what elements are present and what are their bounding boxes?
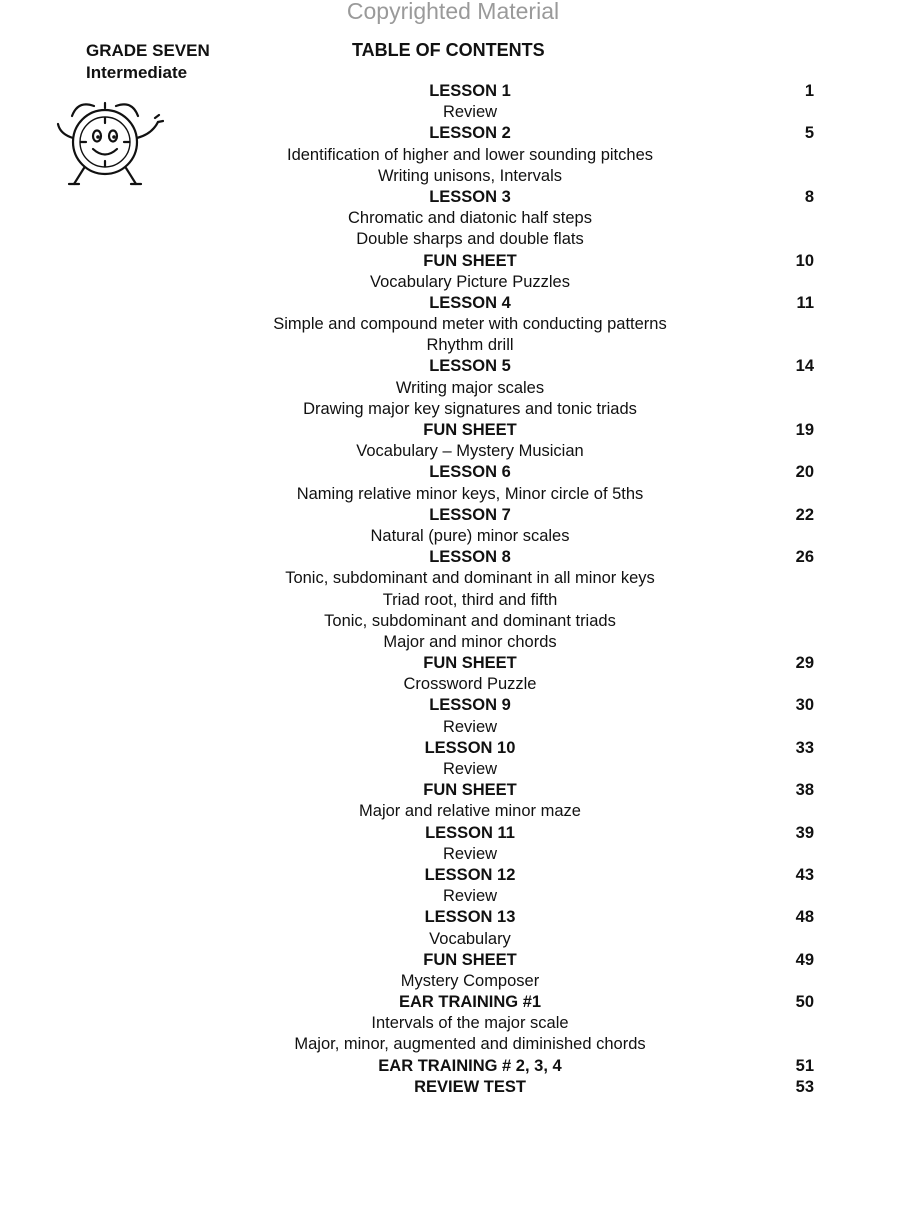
toc-topic-row xyxy=(0,611,900,632)
toc-topic: Triad root, third and fifth xyxy=(382,590,558,609)
toc-topic-row xyxy=(0,801,900,822)
toc-section-row xyxy=(0,907,900,928)
toc-topic-row xyxy=(0,844,900,865)
toc-topic: Writing major scales xyxy=(395,378,545,397)
toc-topic: Vocabulary xyxy=(429,929,511,948)
grade-name: GRADE SEVEN xyxy=(86,41,210,60)
toc-section-title: LESSON 2 xyxy=(429,124,511,143)
toc-topic: Review xyxy=(442,103,498,122)
toc-page-number: 38 xyxy=(795,781,814,800)
toc-topic-row xyxy=(0,632,900,653)
toc-section-title: EAR TRAINING #1 xyxy=(398,993,542,1012)
toc-page-number: 22 xyxy=(795,505,814,524)
toc-section-row xyxy=(0,293,900,314)
toc-topic-row xyxy=(0,272,900,293)
toc-page-number: 26 xyxy=(795,548,814,567)
table-of-contents xyxy=(0,81,900,1098)
toc-topic: Tonic, subdominant and dominant in all minor keys xyxy=(285,569,655,588)
toc-section-title: FUN SHEET xyxy=(423,654,517,673)
toc-section-row xyxy=(0,823,900,844)
toc-topic: Review xyxy=(442,717,498,736)
toc-section-row xyxy=(0,653,900,674)
toc-page-number: 1 xyxy=(804,82,814,100)
toc-topic-row xyxy=(0,335,900,356)
toc-page-number: 8 xyxy=(804,187,814,206)
grade-label xyxy=(86,40,210,84)
toc-topic-row xyxy=(0,929,900,950)
toc-page-number: 30 xyxy=(795,696,814,715)
toc-section-title: LESSON 13 xyxy=(424,908,516,927)
toc-page-number: 19 xyxy=(795,421,814,439)
toc-section-title: LESSON 8 xyxy=(429,548,511,567)
toc-topic: Intervals of the major scale xyxy=(371,1014,569,1033)
toc-topic-row xyxy=(0,886,900,907)
toc-topic-row xyxy=(0,208,900,229)
toc-page-number: 48 xyxy=(795,908,814,927)
toc-section-row xyxy=(0,992,900,1013)
toc-page-number: 10 xyxy=(795,251,814,270)
toc-section-title: LESSON 3 xyxy=(429,187,511,206)
toc-topic-row xyxy=(0,674,900,695)
toc-section-title: EAR TRAINING # 2, 3, 4 xyxy=(378,1056,562,1075)
toc-page-number: 14 xyxy=(795,357,814,376)
toc-section-title: LESSON 10 xyxy=(424,738,516,757)
toc-section-title: FUN SHEET xyxy=(423,950,517,969)
toc-section-title: FUN SHEET xyxy=(423,421,517,439)
toc-topic: Naming relative minor keys, Minor circle of 5ths xyxy=(296,484,644,503)
copyright-watermark: Copyrighted Material xyxy=(346,0,560,24)
toc-topic: Major and relative minor maze xyxy=(359,802,581,821)
toc-section-row xyxy=(0,1056,900,1077)
toc-section-row xyxy=(0,695,900,716)
toc-topic: Review xyxy=(442,760,498,778)
toc-section-row xyxy=(0,505,900,526)
toc-topic-row xyxy=(0,399,900,420)
toc-topic: Mystery Composer xyxy=(400,971,540,990)
toc-topic: Vocabulary – Mystery Musician xyxy=(356,442,584,461)
toc-topic: Major, minor, augmented and diminished chords xyxy=(294,1035,646,1054)
toc-topic: Review xyxy=(442,844,498,863)
toc-topic: Simple and compound meter with conducting patterns xyxy=(273,315,667,334)
toc-section-row xyxy=(0,1077,900,1098)
toc-section-title: LESSON 12 xyxy=(424,865,516,884)
toc-page-number: 50 xyxy=(795,993,814,1012)
toc-topic-row xyxy=(0,166,900,187)
toc-page-number: 49 xyxy=(795,950,814,969)
toc-section-title: LESSON 7 xyxy=(429,505,511,524)
toc-section-title: REVIEW TEST xyxy=(414,1077,526,1096)
page-title: TABLE OF CONTENTS xyxy=(352,40,545,60)
toc-topic-row xyxy=(0,759,900,780)
toc-topic-row xyxy=(0,1034,900,1055)
toc-section-title: FUN SHEET xyxy=(423,781,517,800)
toc-section-row xyxy=(0,81,900,102)
toc-topic: Double sharps and double flats xyxy=(356,230,584,249)
toc-page-number: 5 xyxy=(804,124,814,143)
toc-section-title: LESSON 1 xyxy=(429,82,511,100)
toc-topic-row xyxy=(0,102,900,123)
toc-topic-row xyxy=(0,314,900,335)
toc-topic: Vocabulary Picture Puzzles xyxy=(370,272,570,291)
toc-section-row xyxy=(0,123,900,144)
toc-section-row xyxy=(0,738,900,759)
toc-section-title: LESSON 6 xyxy=(429,463,511,482)
toc-topic: Chromatic and diatonic half steps xyxy=(348,209,592,228)
toc-topic-row xyxy=(0,971,900,992)
toc-page-number: 51 xyxy=(795,1056,814,1075)
toc-topic-row xyxy=(0,378,900,399)
toc-topic: Crossword Puzzle xyxy=(403,675,537,694)
toc-section-row xyxy=(0,356,900,377)
toc-page-number: 39 xyxy=(795,823,814,842)
toc-page-number: 11 xyxy=(796,293,814,312)
toc-topic-row xyxy=(0,484,900,505)
toc-page-number: 29 xyxy=(795,654,814,673)
toc-topic: Identification of higher and lower sounding pitches xyxy=(287,145,653,164)
toc-section-title: LESSON 5 xyxy=(429,357,511,376)
toc-section-title: LESSON 4 xyxy=(429,293,511,312)
toc-section-row xyxy=(0,420,900,441)
toc-topic-row xyxy=(0,590,900,611)
toc-topic: Natural (pure) minor scales xyxy=(370,526,570,545)
toc-page-number: 20 xyxy=(795,463,814,482)
toc-topic: Drawing major key signatures and tonic triads xyxy=(303,399,637,418)
toc-topic-row xyxy=(0,526,900,547)
toc-topic-row xyxy=(0,568,900,589)
toc-page-number: 33 xyxy=(795,738,814,757)
toc-page-number: 43 xyxy=(795,865,814,884)
toc-section-row xyxy=(0,462,900,483)
toc-topic: Writing unisons, Intervals xyxy=(377,166,563,185)
grade-level: Intermediate xyxy=(86,63,188,82)
toc-section-title: LESSON 9 xyxy=(429,696,511,715)
toc-topic-row xyxy=(0,441,900,462)
toc-section-row xyxy=(0,187,900,208)
toc-section-title: FUN SHEET xyxy=(423,251,517,270)
toc-section-row xyxy=(0,950,900,971)
toc-topic: Rhythm drill xyxy=(426,336,514,355)
toc-section-row xyxy=(0,865,900,886)
toc-topic: Major and minor chords xyxy=(383,632,557,651)
toc-topic-row xyxy=(0,229,900,250)
toc-topic-row xyxy=(0,145,900,166)
toc-section-row xyxy=(0,780,900,801)
toc-section-title: LESSON 11 xyxy=(425,823,515,842)
toc-section-row xyxy=(0,251,900,272)
toc-topic-row xyxy=(0,717,900,738)
toc-section-row xyxy=(0,547,900,568)
toc-topic: Tonic, subdominant and dominant triads xyxy=(324,611,616,630)
toc-topic-row xyxy=(0,1013,900,1034)
toc-topic: Review xyxy=(442,887,498,906)
toc-page-number: 53 xyxy=(795,1077,814,1096)
